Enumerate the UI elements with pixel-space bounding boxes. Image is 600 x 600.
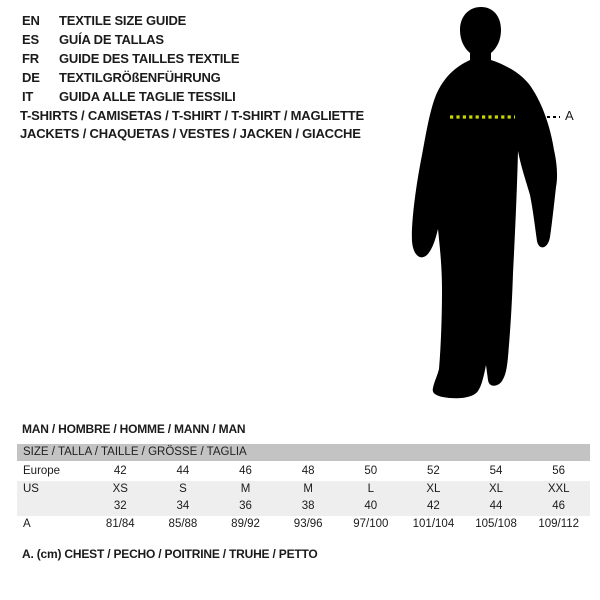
man-body-shape [412, 7, 557, 398]
table-row-label: A [23, 517, 31, 530]
table-cell: XS [112, 482, 128, 495]
table-row-label [17, 498, 89, 516]
language-row [22, 68, 239, 87]
table-cell: 101/104 [412, 517, 455, 530]
table-row [17, 463, 590, 481]
table-cell: 54 [489, 465, 503, 477]
table-cell: 85/88 [168, 517, 198, 530]
table-cell: S [179, 482, 187, 495]
table-cell: 40 [364, 500, 378, 512]
table-row [17, 516, 590, 534]
language-label: TEXTILGRÖßENFÜHRUNG [59, 70, 221, 85]
table-row [17, 481, 590, 499]
table-cell: 38 [301, 500, 315, 512]
table-cell: XL [426, 482, 441, 495]
language-code: EN [22, 13, 40, 28]
category-line: T-SHIRTS / CAMISETAS / T-SHIRT / T-SHIRT / MAGLIETTE [20, 108, 364, 123]
table-cell: 44 [489, 500, 503, 512]
table-cell: 42 [427, 500, 440, 512]
language-label: GUIDA ALLE TAGLIE TESSILI [59, 89, 236, 104]
language-code: DE [22, 70, 40, 85]
size-table [17, 444, 590, 533]
table-cell: 50 [364, 465, 378, 477]
table-cell: 52 [427, 465, 440, 477]
table-cell: 48 [301, 465, 315, 477]
measurement-footnote: A. (cm) CHEST / PECHO / POITRINE / TRUHE / PETTO [22, 547, 318, 561]
language-row [22, 11, 239, 30]
language-row [22, 30, 239, 49]
table-cell: 81/84 [105, 517, 135, 530]
table-cell: XL [489, 482, 504, 495]
table-cell: 97/100 [353, 517, 389, 530]
section-heading: MAN / HOMBRE / HOMME / MANN / MAN [22, 422, 246, 436]
table-cell: 32 [113, 500, 127, 512]
language-label: GUÍA DE TALLAS [59, 32, 164, 47]
category-line: JACKETS / CHAQUETAS / VESTES / JACKEN / GIACCHE [20, 126, 361, 141]
language-list [22, 11, 239, 106]
table-cell: 46 [239, 465, 252, 477]
language-row [22, 87, 239, 106]
table-cell: 42 [113, 465, 127, 477]
table-cell: 56 [552, 465, 566, 477]
table-cell: 93/96 [293, 517, 323, 530]
table-cell: 36 [239, 500, 252, 512]
size-table-rows [17, 463, 590, 533]
man-silhouette-graphic [402, 5, 562, 403]
language-label: GUIDE DES TAILLES TEXTILE [59, 51, 240, 66]
table-cell: M [240, 482, 251, 495]
language-code: IT [22, 89, 34, 104]
table-cell: 109/112 [538, 517, 580, 530]
table-cell: M [303, 482, 313, 495]
size-table-header: SIZE / TALLA / TAILLE / GRÖSSE / TAGLIA [17, 444, 590, 461]
table-cell: L [367, 482, 375, 495]
language-code: FR [22, 51, 39, 66]
measure-label-a: A [565, 108, 574, 123]
table-cell: 89/92 [231, 517, 260, 530]
table-row-label: US [23, 482, 39, 495]
language-label: TEXTILE SIZE GUIDE [59, 13, 187, 28]
table-row [17, 498, 590, 516]
table-cell: XXL [547, 482, 570, 495]
table-cell: 105/108 [475, 517, 517, 530]
category-list [20, 107, 364, 143]
table-cell: 46 [552, 500, 566, 512]
table-cell: 34 [176, 500, 190, 512]
language-code: ES [22, 32, 39, 47]
man-silhouette [402, 5, 562, 403]
table-cell: 44 [176, 465, 190, 477]
table-row-label: Europe [23, 465, 61, 477]
language-row [22, 49, 239, 68]
